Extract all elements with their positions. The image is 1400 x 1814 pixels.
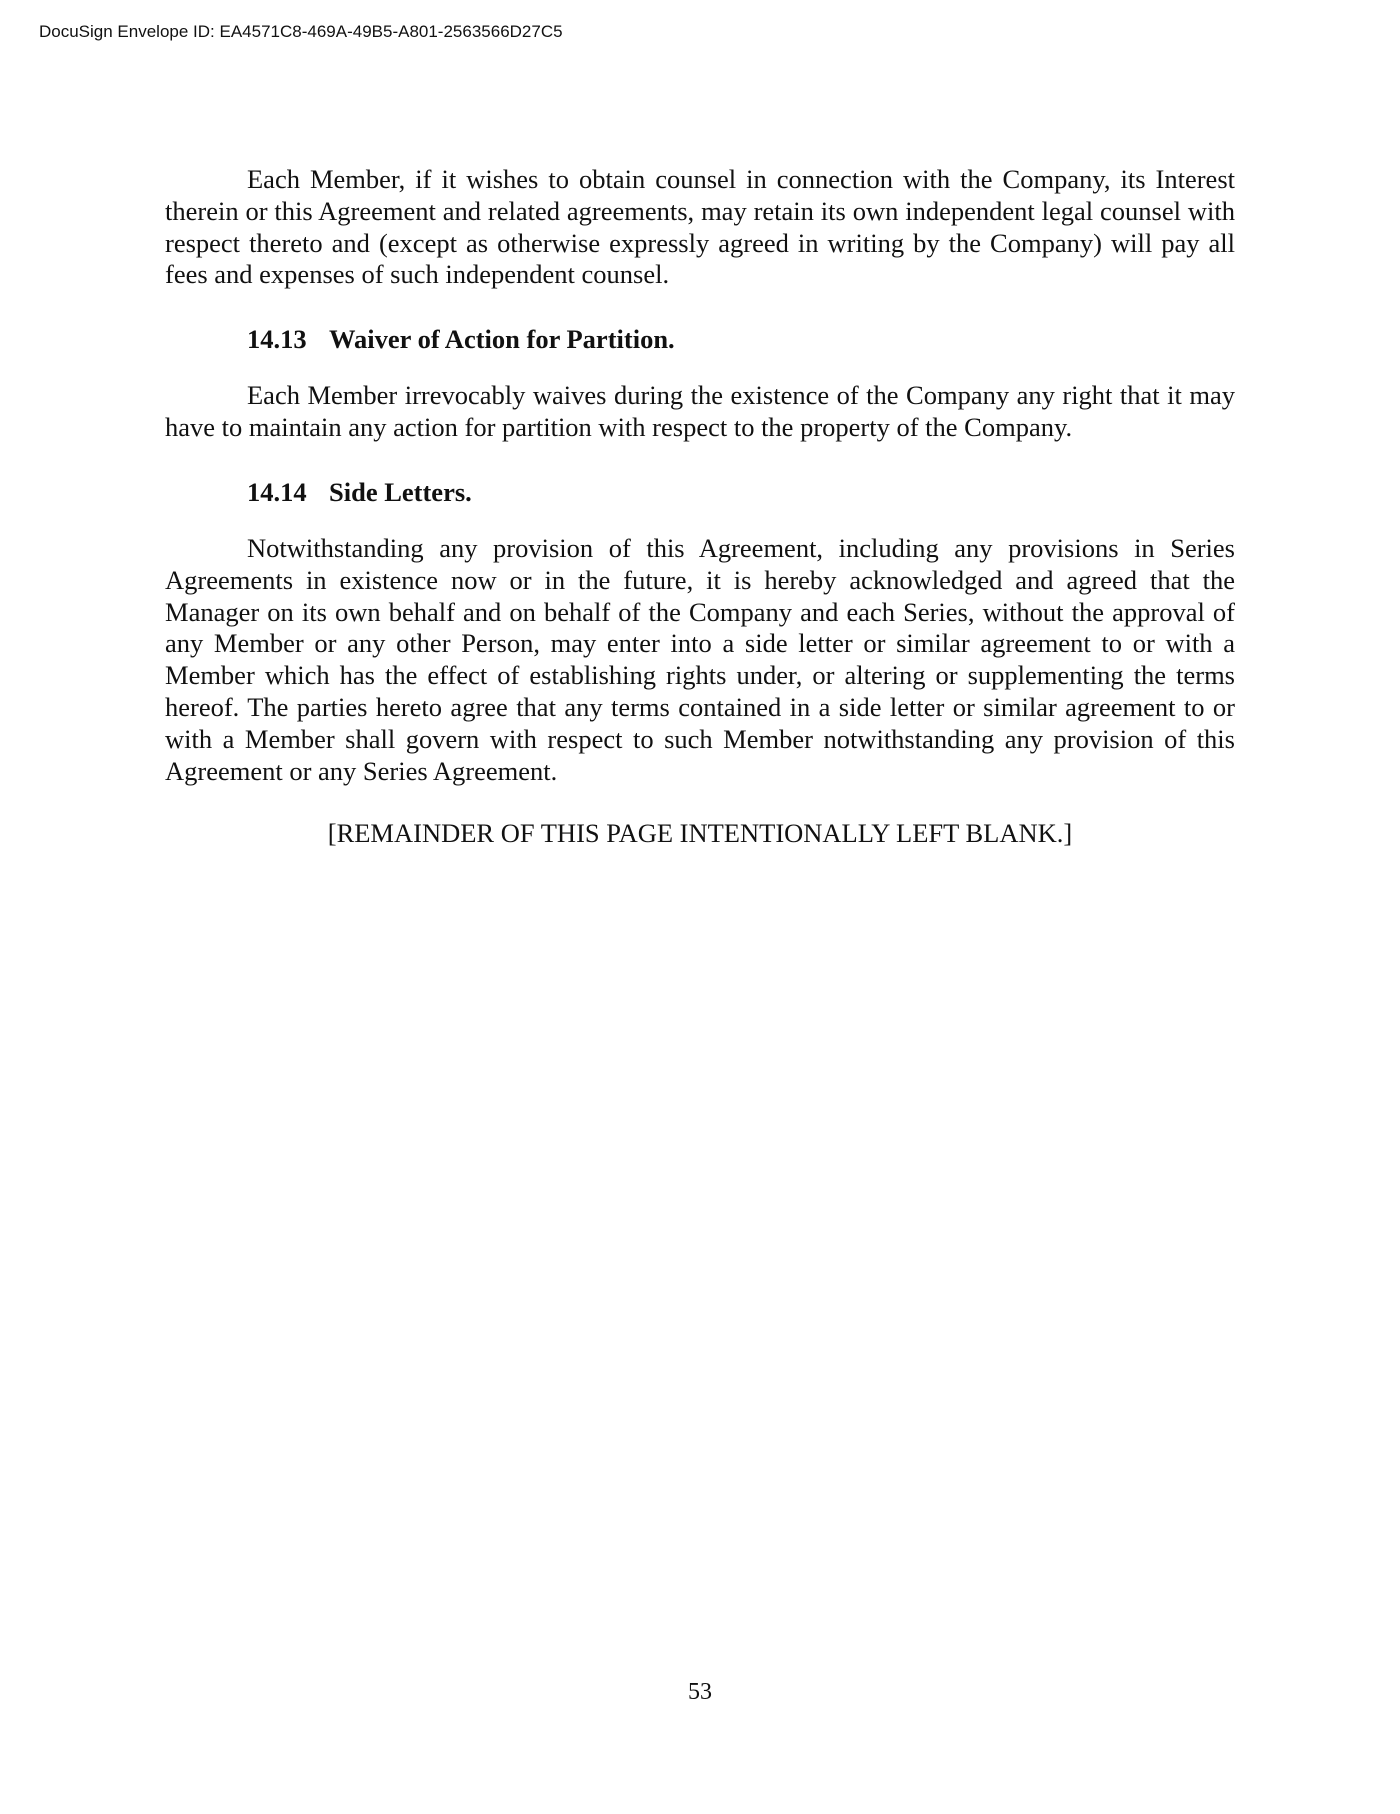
side-letters-paragraph: Notwithstanding any provision of this Agreement, including any provisions in Series Agreements in existence now or in the future, it is hereby acknowledged and agreed that the Manager on its own behalf and on behalf of the Company and each Series, without the approval of any Member or any other Person, may enter into a side letter or similar agreement to or with a Member which has the effect of establishing rights under, or altering or supplementing the terms hereof. The parties hereto agree that any terms contained in a side letter or similar agreement to or with a Member shall govern with respect to such Member notwithstanding any provision of this Agreement or any Series Agreement.: [165, 533, 1235, 786]
section-heading-14-13: [247, 324, 675, 355]
section-title: Waiver of Action for Partition.: [329, 324, 675, 354]
remainder-blank-notice: [REMAINDER OF THIS PAGE INTENTIONALLY LEFT BLANK.]: [327, 818, 1073, 848]
section-number: 14.13: [247, 324, 307, 354]
counsel-paragraph: Each Member, if it wishes to obtain counsel in connection with the Company, its Interest therein or this Agreement and related agreements, may retain its own independent legal counsel with respect thereto and (except as otherwise expressly agreed in writing by the Company) will pay all fees and expenses of such independent counsel.: [165, 164, 1235, 290]
section-title: Side Letters.: [329, 477, 472, 507]
section-number: 14.14: [247, 477, 307, 507]
partition-waiver-paragraph: Each Member irrevocably waives during the existence of the Company any right that it may have to maintain any action for partition with respect to the property of the Company.: [165, 380, 1235, 442]
docusign-envelope-id: DocuSign Envelope ID: EA4571C8-469A-49B5-A801-2563566D27C5: [39, 22, 563, 41]
page-number: 53: [688, 1679, 712, 1705]
section-heading-14-14: [247, 477, 472, 508]
